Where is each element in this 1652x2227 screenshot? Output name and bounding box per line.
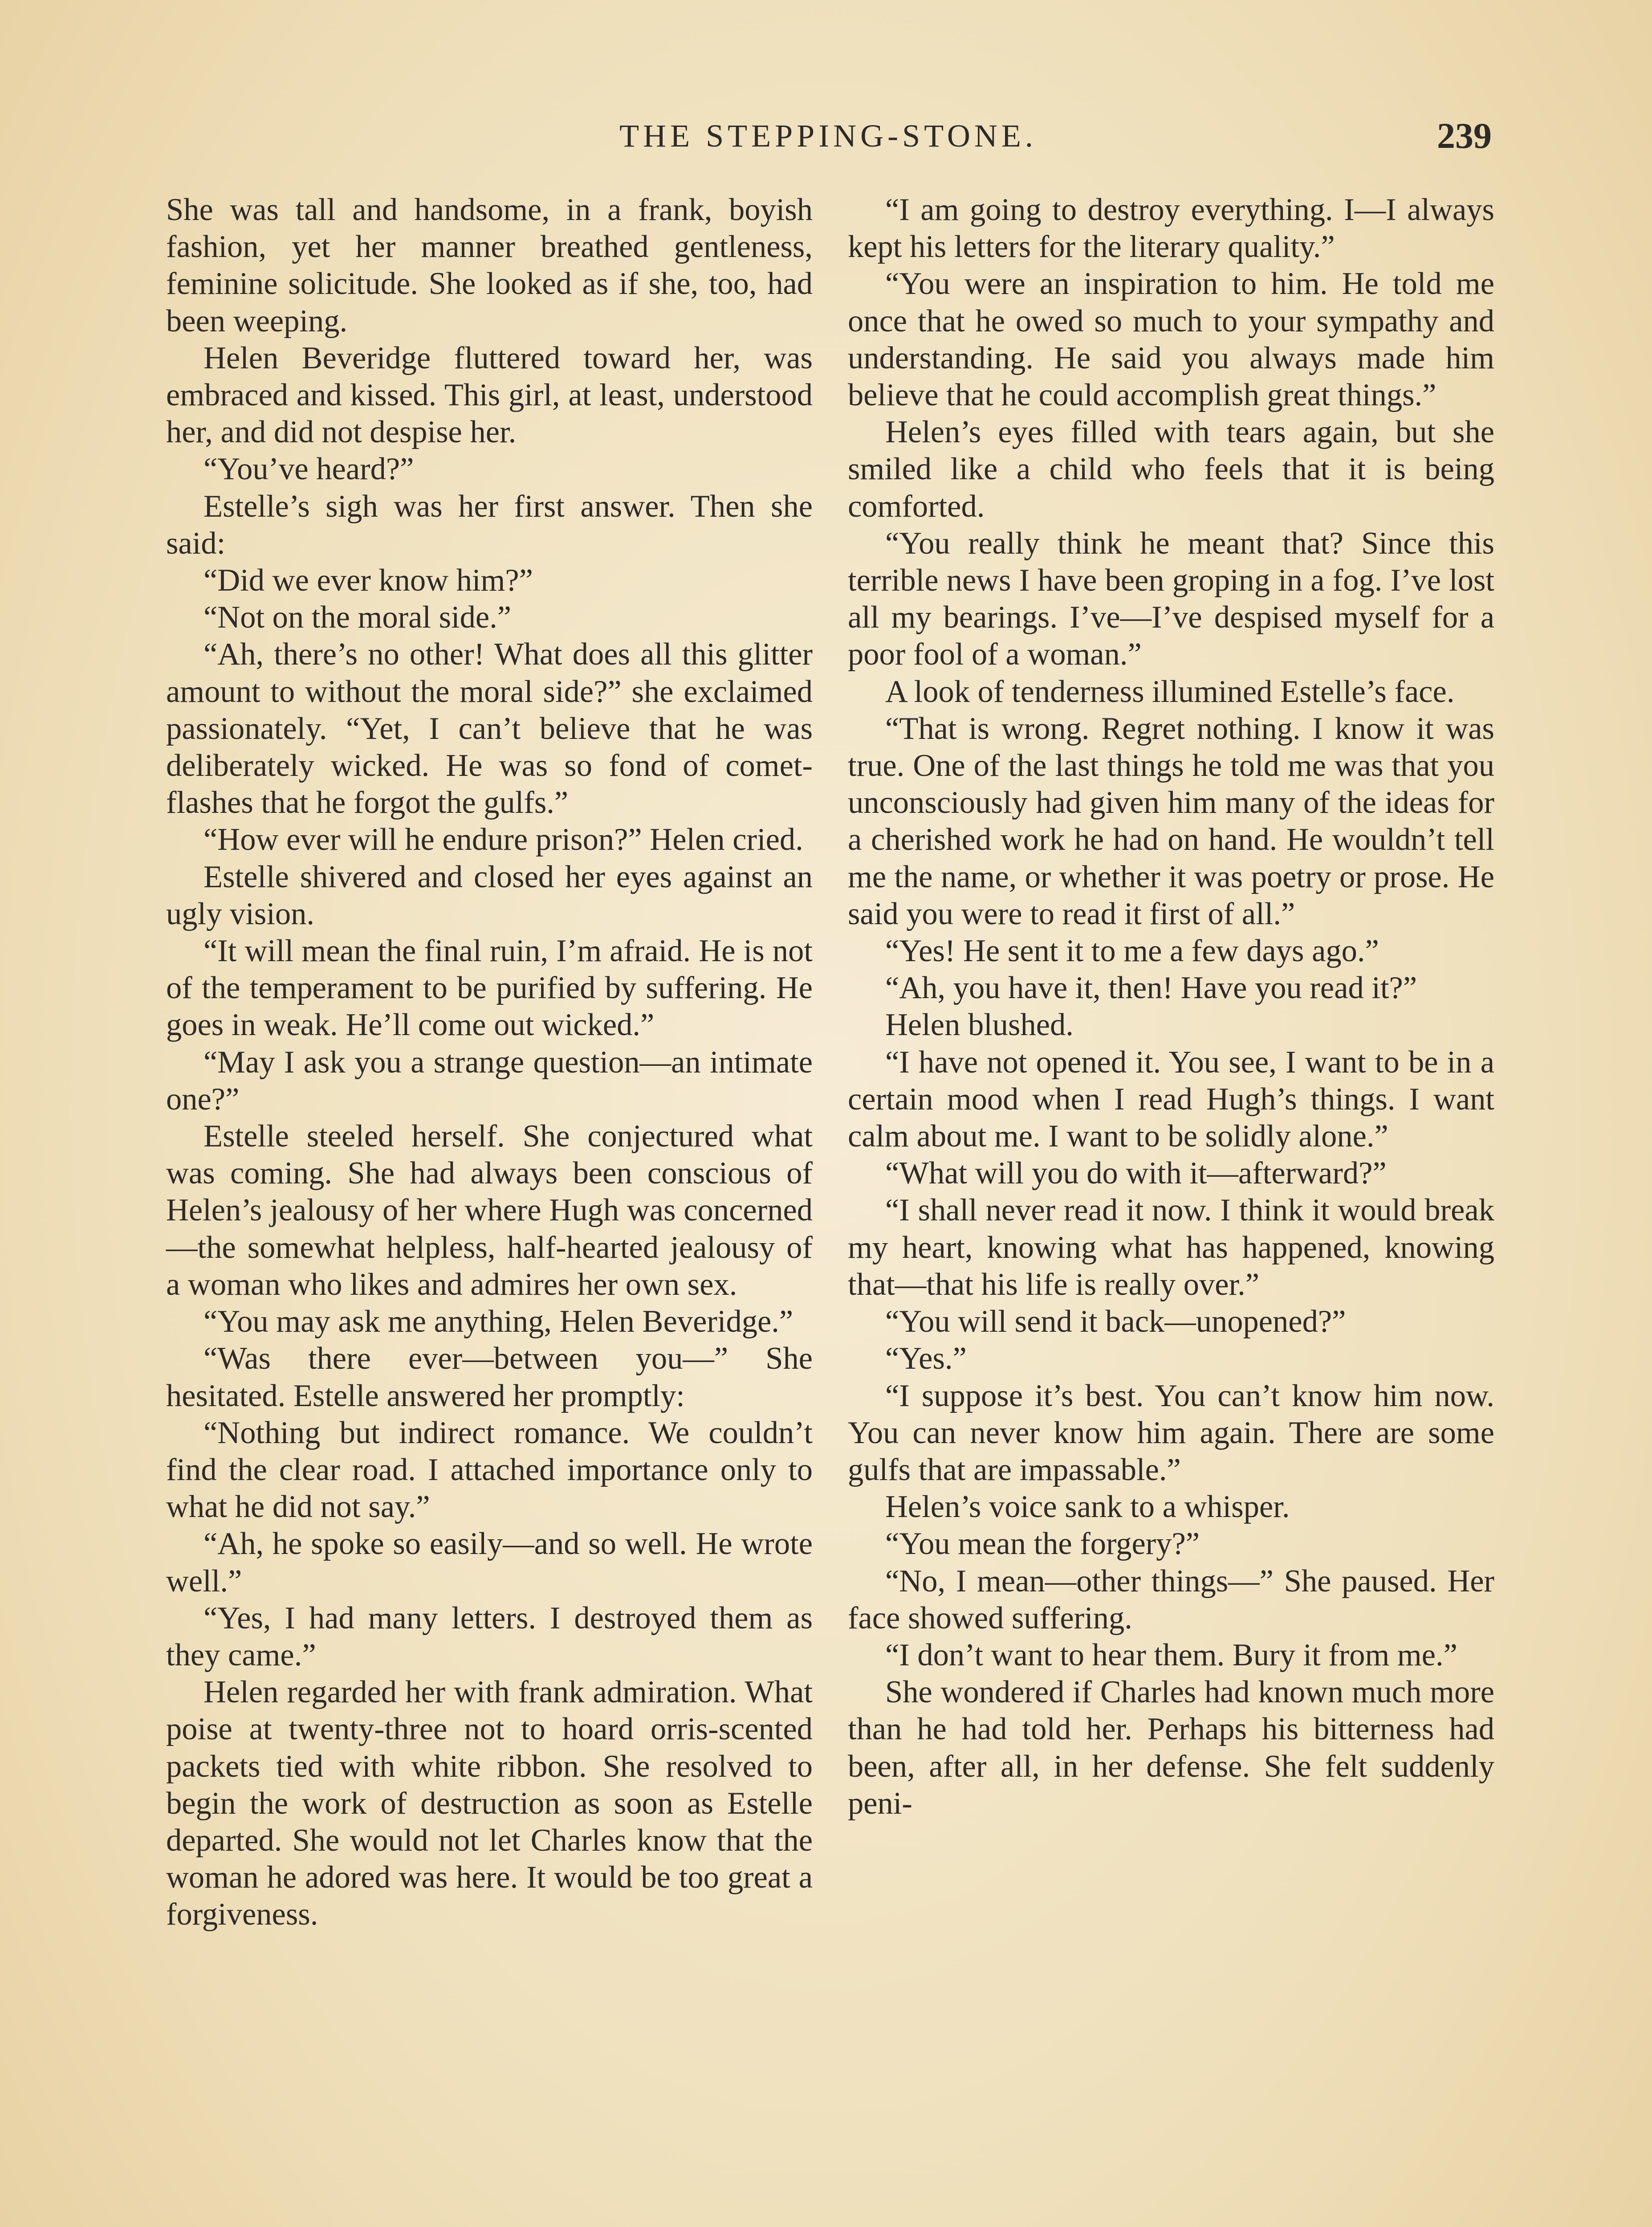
paragraph: “I don’t want to hear them. Bury it from me.” [885,1637,1457,1672]
paragraph: “I am going to destroy everything. I—I always kept his letters for the literary quality.” [848,192,1494,265]
paragraph: “Yes! He sent it to me a few days ago.” [885,934,1379,969]
paragraph: Helen regarded her with frank admiration. What poise at twenty-three not to hoard orris-scented packets tied with white ribbon. She resolved to begin the work of destruction as soon as Estelle departed. She would not let Charles know that the woman he adored was here. It would be too great a forgiveness. [166,1675,813,1932]
paragraph: “That is wrong. Regret nothing. I know it was true. One of the last things he told me was that you unconsciously had given him many of the ideas for a cherished work he had on hand. He wouldn’t tell me the name, or whether it was poetry or prose. He said you were to read it first of all.” [848,711,1494,931]
paragraph: “May I ask you a strange question—an intimate one?” [166,1044,813,1117]
paragraph: “You will send it back—unopened?” [885,1304,1346,1339]
paragraph: Helen’s eyes filled with tears again, but she smiled like a child who feels that it is being comforted. [848,415,1494,524]
paragraph: “How ever will he endure prison?” Helen cried. [203,822,803,857]
paragraph: “You’ve heard?” [203,452,414,487]
paragraph: Estelle shivered and closed her eyes against an ugly vision. [166,859,813,931]
paragraph: Helen’s voice sank to a whisper. [885,1489,1290,1525]
paragraph: She wondered if Charles had known much more than he had told her. Perhaps his bitterness had been, after all, in her defense. She felt suddenly peni- [848,1675,1494,1821]
paragraph: “I have not opened it. You see, I want to be in a certain mood when I read Hugh’s things. I want calm about me. I want to be solidly alone.” [848,1044,1494,1154]
right-text-column [848,192,1494,1822]
paragraph: “You mean the forgery?” [885,1526,1200,1562]
paragraph: “I shall never read it now. I think it would break my heart, knowing what has happened, knowing that—that his life is really over.” [848,1193,1494,1302]
paragraph: “Nothing but indirect romance. We couldn’t find the clear road. I attached importance only to what he did not say.” [166,1415,813,1525]
paragraph: “Was there ever—between you—” She hesitated. Estelle answered her promptly: [166,1341,813,1413]
paragraph: Helen Beveridge fluttered toward her, was embraced and kissed. This girl, at least, understood her, and did not despise her. [166,340,813,450]
paragraph: “It will mean the final ruin, I’m afraid. He is not of the temperament to be purified by suffering. He goes in weak. He’ll come out wicked.” [166,934,813,1043]
running-head [165,115,1492,164]
paragraph: “You were an inspiration to him. He told me once that he owed so much to your sympathy and understanding. He said you always made him believe that he could accomplish great things.” [848,266,1494,413]
paragraph: A look of tenderness illumined Estelle’s face. [885,674,1455,709]
paragraph: “Ah, you have it, then! Have you read it?” [885,971,1417,1006]
paragraph: Estelle’s sigh was her first answer. Then she said: [166,489,813,561]
paragraph: “You may ask me anything, Helen Beveridge.” [203,1304,793,1339]
paragraph: Helen blushed. [885,1007,1074,1043]
paragraph: “Yes, I had many letters. I destroyed them as they came.” [166,1600,813,1672]
paragraph: Estelle steeled herself. She conjectured what was coming. She had always been conscious of Helen’s jealousy of her where Hugh was concerned—the somewhat helpless, half-hearted jealousy of a woman who likes and admires her own sex. [166,1119,813,1302]
paragraph: “Ah, he spoke so easily—and so well. He wrote well.” [166,1526,813,1599]
running-title: THE STEPPING-STONE. [619,118,1037,154]
paragraph: “No, I mean—other things—” She paused. Her face showed suffering. [848,1563,1494,1636]
left-text-column [166,192,813,1933]
paragraph: “Yes.” [885,1341,967,1376]
paragraph: “What will you do with it—afterward?” [885,1156,1387,1191]
paragraph: “I suppose it’s best. You can’t know him now. You can never know him again. There are some gulfs that are impassable.” [848,1378,1494,1487]
paragraph: “Did we ever know him?” [203,563,533,598]
page-number: 239 [1437,115,1492,156]
paragraph: “You really think he meant that? Since this terrible news I have been groping in a fog. I’ve lost all my bearings. I’ve—I’ve despised myself for a poor fool of a woman.” [848,526,1494,672]
paragraph: She was tall and handsome, in a frank, boyish fashion, yet her manner breathed gentleness, feminine solicitude. She looked as if she, too, had been weeping. [166,192,813,339]
paragraph: “Not on the moral side.” [203,600,512,635]
paragraph: “Ah, there’s no other! What does all this glitter amount to without the moral side?” she exclaimed passionately. “Yet, I can’t believe that he was deliberately wicked. He was so fond of comet-flashes that he forgot the gulfs.” [166,637,813,820]
